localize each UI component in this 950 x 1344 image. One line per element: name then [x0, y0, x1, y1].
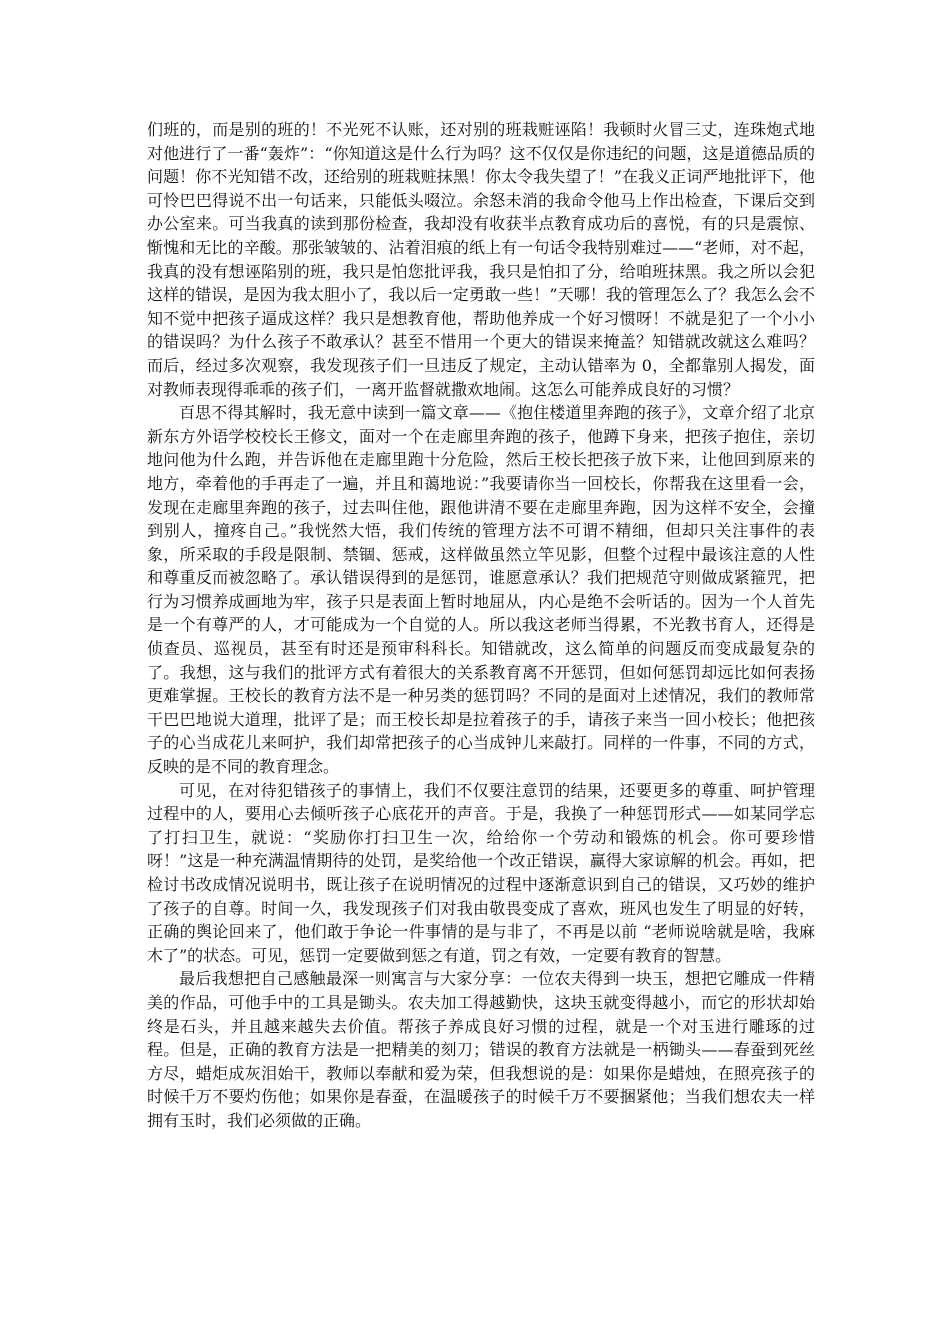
document-body	[147, 118, 815, 1133]
paragraph-article-story: 百思不得其解时，我无意中读到一篇文章——《抱住楼道里奔跑的孩子》，文章介绍了北京新东方外语学校校长王修文，面对一个在走廊里奔跑的孩子，他蹲下身来，把孩子抱住，亲切地问他为什么跑，并告诉他在走廊里跑十分危险，然后王校长把孩子放下来，让他回到原来的地方，牵着他的手再走了一遍，并且和蔼地说：”我要请你当一回校长，你帮我在这里看一会，发现在走廊里奔跑的孩子，过去叫住他，跟他讲清不要在走廊里奔跑，因为这样不安全，会撞到别人，撞疼自己。”我恍然大悟，我们传统的管理方法不可谓不精细，但却只关注事件的表象，所采取的手段是限制、禁锢、惩戒，这样做虽然立竿见影，但整个过程中最该注意的人性和尊重反而被忽略了。承认错误得到的是惩罚，谁愿意承认？我们把规范守则做成紧箍咒，把行为习惯养成画地为牢，孩子只是表面上暂时地屈从，内心是绝不会听话的。因为一个人首先是一个有尊严的人，才可能成为一个自觉的人。所以我这老师当得累，不光教书育人，还得是侦查员、巡视员，甚至有时还是预审科科长。知错就改，这么简单的问题反而变成最复杂的了。我想，这与我们的批评方式有着很大的关系教育离不开惩罚，但如何惩罚却远比如何表扬更难掌握。王校长的教育方法不是一种另类的惩罚吗？不同的是面对上述情况，我们的教师常干巴巴地说大道理，批评了是；而王校长却是拉着孩子的手，请孩子来当一回小校长；他把孩子的心当成花儿来呵护，我们却常把孩子的心当成钟儿来敲打。同样的一件事，不同的方式，反映的是不同的教育理念。	[147, 403, 815, 777]
paragraph-new-punishment: 可见，在对待犯错孩子的事情上，我们不仅要注意罚的结果，还要更多的尊重、呵护管理过程中的人，要用心去倾听孩子心底花开的声音。于是，我换了一种惩罚形式——如某同学忘了打扫卫生，就说：“奖励你打扫卫生一次，给给你一个劳动和锻炼的机会。你可要珍惜呀！”这是一种充满温情期待的处罚，是奖给他一个改正错误，赢得大家谅解的机会。再如，把检讨书改成情况说明书，既让孩子在说明情况的过程中逐渐意识到自己的错误，又巧妙的维护了孩子的自尊。时间一久，我发现孩子们对我由敬畏变成了喜欢，班风也发生了明显的好转，正确的舆论回来了，他们敢于争论一件事情的是与非了，不再是以前 “老师说啥就是啥，我麻木了”的状态。可见，惩罚一定要做到惩之有道，罚之有效，一定要有教育的智慧。	[147, 780, 815, 965]
paragraph-fable: 最后我想把自己感触最深一则寓言与大家分享：一位农夫得到一块玉，想把它雕成一件精美的作品，可他手中的工具是锄头。农夫加工得越勤快，这块玉就变得越小，而它的形状却始终是石头，并且越来越失去价值。帮孩子养成良好习惯的过程，就是一个对玉进行雕琢的过程。但是，正确的教育方法是一把精美的刻刀；错误的教育方法就是一柄锄头——春蚕到死丝方尽，蜡炬成灰泪始干，教师以奉献和爱为荣，但我想说的是：如果你是蜡烛，在照亮孩子的时候千万不要灼伤他；如果你是春蚕，在温暖孩子的时候千万不要捆紧他；当我们想农夫一样拥有玉时，我们必须做的正确。	[147, 969, 815, 1130]
paragraph-continued: 们班的，而是别的班的！不光死不认账，还对别的班栽赃诬陷！我顿时火冒三丈，连珠炮式地对他进行了一番“轰炸”：“你知道这是什么行为吗？这不仅仅是你违纪的问题，这是道德品质的问题！你不光知错不改，还给别的班栽赃抹黑！你太令我失望了！”在我义正词严地批评下，他可怜巴巴得说不出一句话来，只能低头啜泣。余怒未消的我命令他马上作出检查，下课后交到办公室来。可当我真的读到那份检查，我却没有收获半点教育成功后的喜悦，有的只是震惊、惭愧和无比的辛酸。那张皱皱的、沾着泪痕的纸上有一句话令我特别难过——“老师，对不起，我真的没有想诬陷别的班，我只是怕您批评我，我只是怕扣了分，给咱班抹黑。我之所以会犯这样的错误，是因为我太胆小了，我以后一定勇敢一些！”天哪！我的管理怎么了？我怎么会不知不觉中把孩子逼成这样？我只是想教育他，帮助他养成一个好习惯呀！不就是犯了一个小小的错误吗？为什么孩子不敢承认？甚至不惜用一个更大的错误来掩盖？知错就改就这么难吗？而后，经过多次观察，我发现孩子们一旦违反了规定，主动认错率为 0，全都靠别人揭发，面对教师表现得乖乖的孩子们，一离开监督就撒欢地闹。这怎么可能养成良好的习惯？	[147, 120, 815, 399]
